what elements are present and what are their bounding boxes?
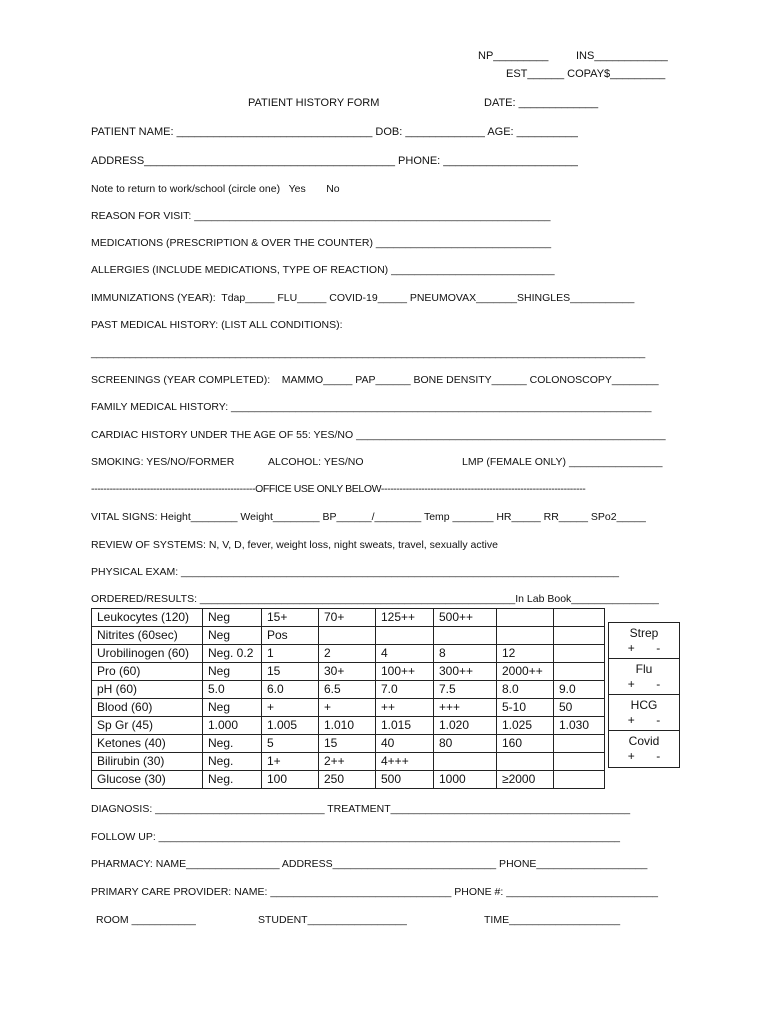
table-cell bbox=[554, 627, 605, 645]
table-cell bbox=[319, 627, 376, 645]
table-cell: 8 bbox=[434, 645, 497, 663]
table-cell: 15+ bbox=[262, 609, 319, 627]
ins-field[interactable]: INS____________ bbox=[576, 50, 668, 62]
table-cell: 15 bbox=[262, 663, 319, 681]
follow-up-line[interactable]: FOLLOW UP: _______________________________________________________________________________ bbox=[91, 831, 621, 843]
table-cell: 80 bbox=[434, 735, 497, 753]
student-field[interactable]: STUDENT_________________ bbox=[258, 914, 407, 926]
table-cell: 1.010 bbox=[319, 717, 376, 735]
rapid-test-name: Flu bbox=[635, 662, 653, 676]
table-cell: 4+++ bbox=[376, 753, 434, 771]
table-cell bbox=[554, 609, 605, 627]
table-cell: 1.000 bbox=[203, 717, 262, 735]
table-cell: Pos bbox=[262, 627, 319, 645]
table-row bbox=[92, 735, 605, 753]
table-cell: 2000++ bbox=[497, 663, 554, 681]
past-medical-blank[interactable]: ____________________________________________________________________________________________________ bbox=[91, 347, 645, 359]
table-cell: 5.0 bbox=[203, 681, 262, 699]
table-row bbox=[92, 645, 605, 663]
table-cell: 2++ bbox=[319, 753, 376, 771]
urinalysis-table bbox=[91, 608, 605, 789]
rapid-tests-box bbox=[608, 622, 680, 768]
table-cell: 500 bbox=[376, 771, 434, 789]
patient-name-line[interactable]: PATIENT NAME: ________________________________ DOB: _____________ AGE: __________ bbox=[91, 126, 578, 138]
table-cell: 1 bbox=[262, 645, 319, 663]
table-row-label: Glucose (30) bbox=[92, 771, 203, 789]
table-cell bbox=[554, 735, 605, 753]
physical-exam-line[interactable]: PHYSICAL EXAM: ___________________________________________________________________________ bbox=[91, 566, 620, 578]
table-cell bbox=[554, 753, 605, 771]
table-cell: + bbox=[262, 699, 319, 717]
table-cell: ++ bbox=[376, 699, 434, 717]
table-cell: 6.0 bbox=[262, 681, 319, 699]
alcohol-field[interactable]: ALCOHOL: YES/NO bbox=[268, 456, 364, 468]
table-cell: Neg. bbox=[203, 753, 262, 771]
table-cell: 7.5 bbox=[434, 681, 497, 699]
positive-option[interactable]: + bbox=[627, 749, 635, 763]
table-cell: 12 bbox=[497, 645, 554, 663]
table-cell: 2 bbox=[319, 645, 376, 663]
office-use-divider: -----------------------------------------------------OFFICE USE ONLY BELOW------------------------------------------------------------------ bbox=[91, 483, 586, 495]
table-cell: +++ bbox=[434, 699, 497, 717]
review-of-systems-line[interactable]: REVIEW OF SYSTEMS: N, V, D, fever, weight loss, night sweats, travel, sexually active bbox=[91, 539, 498, 551]
pcp-line[interactable]: PRIMARY CARE PROVIDER: NAME: _______________________________ PHONE #: __________________________ bbox=[91, 886, 659, 898]
table-cell: Neg bbox=[203, 627, 262, 645]
reason-line[interactable]: REASON FOR VISIT: _____________________________________________________________ bbox=[91, 210, 551, 222]
table-cell: 50 bbox=[554, 699, 605, 717]
table-cell: Neg. 0.2 bbox=[203, 645, 262, 663]
negative-option[interactable]: - bbox=[656, 641, 661, 655]
negative-option[interactable]: - bbox=[656, 749, 661, 763]
table-row bbox=[92, 717, 605, 735]
table-cell: 1.020 bbox=[434, 717, 497, 735]
table-row bbox=[92, 753, 605, 771]
screenings-line[interactable]: SCREENINGS (YEAR COMPLETED): MAMMO_____ PAP______ BONE DENSITY______ COLONOSCOPY________ bbox=[91, 374, 659, 386]
date-field[interactable]: DATE: _____________ bbox=[484, 97, 599, 109]
table-cell: 1000 bbox=[434, 771, 497, 789]
vital-signs-line[interactable]: VITAL SIGNS: Height________ Weight________ BP______/________ Temp _______ HR_____ RR_____ SPo2_____ bbox=[91, 511, 646, 523]
table-cell: + bbox=[319, 699, 376, 717]
table-cell bbox=[434, 753, 497, 771]
positive-option[interactable]: + bbox=[627, 677, 635, 691]
table-row bbox=[92, 699, 605, 717]
rapid-test-result-options bbox=[609, 676, 679, 692]
rapid-test-name: HCG bbox=[630, 698, 658, 712]
positive-option[interactable]: + bbox=[627, 713, 635, 727]
table-row bbox=[92, 681, 605, 699]
table-cell: 100 bbox=[262, 771, 319, 789]
table-cell: Neg. bbox=[203, 735, 262, 753]
table-cell: 1.015 bbox=[376, 717, 434, 735]
table-row-label: Leukocytes (120) bbox=[92, 609, 203, 627]
return-note-line[interactable]: Note to return to work/school (circle one) Yes No bbox=[91, 183, 340, 195]
table-cell: 500++ bbox=[434, 609, 497, 627]
table-cell: 160 bbox=[497, 735, 554, 753]
table-cell: 1.030 bbox=[554, 717, 605, 735]
table-row-label: Urobilinogen (60) bbox=[92, 645, 203, 663]
table-cell: 300++ bbox=[434, 663, 497, 681]
family-history-line[interactable]: FAMILY MEDICAL HISTORY: ________________________________________________________________________ bbox=[91, 401, 652, 413]
table-row-label: Pro (60) bbox=[92, 663, 203, 681]
table-cell: 8.0 bbox=[497, 681, 554, 699]
table-cell: 9.0 bbox=[554, 681, 605, 699]
table-row bbox=[92, 663, 605, 681]
rapid-test-cell[interactable] bbox=[609, 695, 679, 731]
rapid-test-result-options bbox=[609, 640, 679, 656]
table-cell: Neg bbox=[203, 609, 262, 627]
table-row-label: Blood (60) bbox=[92, 699, 203, 717]
allergies-line[interactable]: ALLERGIES (INCLUDE MEDICATIONS, TYPE OF REACTION) ____________________________ bbox=[91, 264, 555, 276]
table-cell: 6.5 bbox=[319, 681, 376, 699]
table-row bbox=[92, 771, 605, 789]
table-cell bbox=[497, 609, 554, 627]
table-cell: Neg. bbox=[203, 771, 262, 789]
table-cell: 30+ bbox=[319, 663, 376, 681]
table-row-label: Ketones (40) bbox=[92, 735, 203, 753]
rapid-test-cell[interactable] bbox=[609, 623, 679, 659]
table-cell: 5-10 bbox=[497, 699, 554, 717]
table-cell bbox=[554, 645, 605, 663]
table-cell bbox=[497, 753, 554, 771]
rapid-test-name: Strep bbox=[629, 626, 659, 640]
negative-option[interactable]: - bbox=[656, 677, 661, 691]
table-cell: 250 bbox=[319, 771, 376, 789]
table-cell: 100++ bbox=[376, 663, 434, 681]
address-line[interactable]: ADDRESS_________________________________________ PHONE: ______________________ bbox=[91, 155, 578, 167]
table-cell: 5 bbox=[262, 735, 319, 753]
room-field[interactable]: ROOM ___________ bbox=[96, 914, 196, 926]
table-row bbox=[92, 627, 605, 645]
rapid-test-name: Covid bbox=[628, 734, 660, 748]
rapid-test-cell[interactable] bbox=[609, 659, 679, 695]
smoking-field[interactable]: SMOKING: YES/NO/FORMER bbox=[91, 456, 235, 468]
table-cell bbox=[434, 627, 497, 645]
table-cell: 1.025 bbox=[497, 717, 554, 735]
table-cell: 15 bbox=[319, 735, 376, 753]
lmp-field[interactable]: LMP (FEMALE ONLY) ________________ bbox=[462, 456, 663, 468]
negative-option[interactable]: - bbox=[656, 713, 661, 727]
table-cell: 40 bbox=[376, 735, 434, 753]
diagnosis-line[interactable]: DIAGNOSIS: _____________________________ TREATMENT_________________________________________ bbox=[91, 803, 631, 815]
table-cell: Neg bbox=[203, 699, 262, 717]
table-cell bbox=[376, 627, 434, 645]
rapid-test-result-options bbox=[609, 712, 679, 728]
past-medical-line: PAST MEDICAL HISTORY: (LIST ALL CONDITIONS): bbox=[91, 319, 343, 331]
table-cell bbox=[554, 771, 605, 789]
rapid-test-result-options bbox=[609, 748, 679, 764]
np-field[interactable]: NP_________ bbox=[478, 50, 549, 62]
table-cell: ≥2000 bbox=[497, 771, 554, 789]
table-cell: 7.0 bbox=[376, 681, 434, 699]
table-cell: 1+ bbox=[262, 753, 319, 771]
table-row-label: pH (60) bbox=[92, 681, 203, 699]
ordered-results-line[interactable]: ORDERED/RESULTS: ______________________________________________________In Lab Book_______________ bbox=[91, 593, 659, 605]
table-cell: Neg bbox=[203, 663, 262, 681]
positive-option[interactable]: + bbox=[627, 641, 635, 655]
pharmacy-line[interactable]: PHARMACY: NAME________________ ADDRESS____________________________ PHONE___________________ bbox=[91, 858, 648, 870]
table-row-label: Bilirubin (30) bbox=[92, 753, 203, 771]
table-row-label: Nitrites (60sec) bbox=[92, 627, 203, 645]
table-cell: 1.005 bbox=[262, 717, 319, 735]
medications-line[interactable]: MEDICATIONS (PRESCRIPTION & OVER THE COUNTER) ______________________________ bbox=[91, 237, 552, 249]
table-cell: 125++ bbox=[376, 609, 434, 627]
immunizations-line[interactable]: IMMUNIZATIONS (YEAR): Tdap_____ FLU_____ COVID-19_____ PNEUMOVAX_______SHINGLES___________ bbox=[91, 292, 635, 304]
form-title: PATIENT HISTORY FORM bbox=[248, 97, 380, 109]
table-cell: 4 bbox=[376, 645, 434, 663]
table-cell bbox=[554, 663, 605, 681]
cardiac-line[interactable]: CARDIAC HISTORY UNDER THE AGE OF 55: YES/NO _____________________________________________________ bbox=[91, 429, 666, 441]
table-cell: 70+ bbox=[319, 609, 376, 627]
table-cell bbox=[497, 627, 554, 645]
table-row bbox=[92, 609, 605, 627]
time-field[interactable]: TIME___________________ bbox=[484, 914, 621, 926]
table-row-label: Sp Gr (45) bbox=[92, 717, 203, 735]
rapid-test-cell[interactable] bbox=[609, 731, 679, 767]
est-copay-field[interactable]: EST______ COPAY$_________ bbox=[506, 68, 666, 80]
